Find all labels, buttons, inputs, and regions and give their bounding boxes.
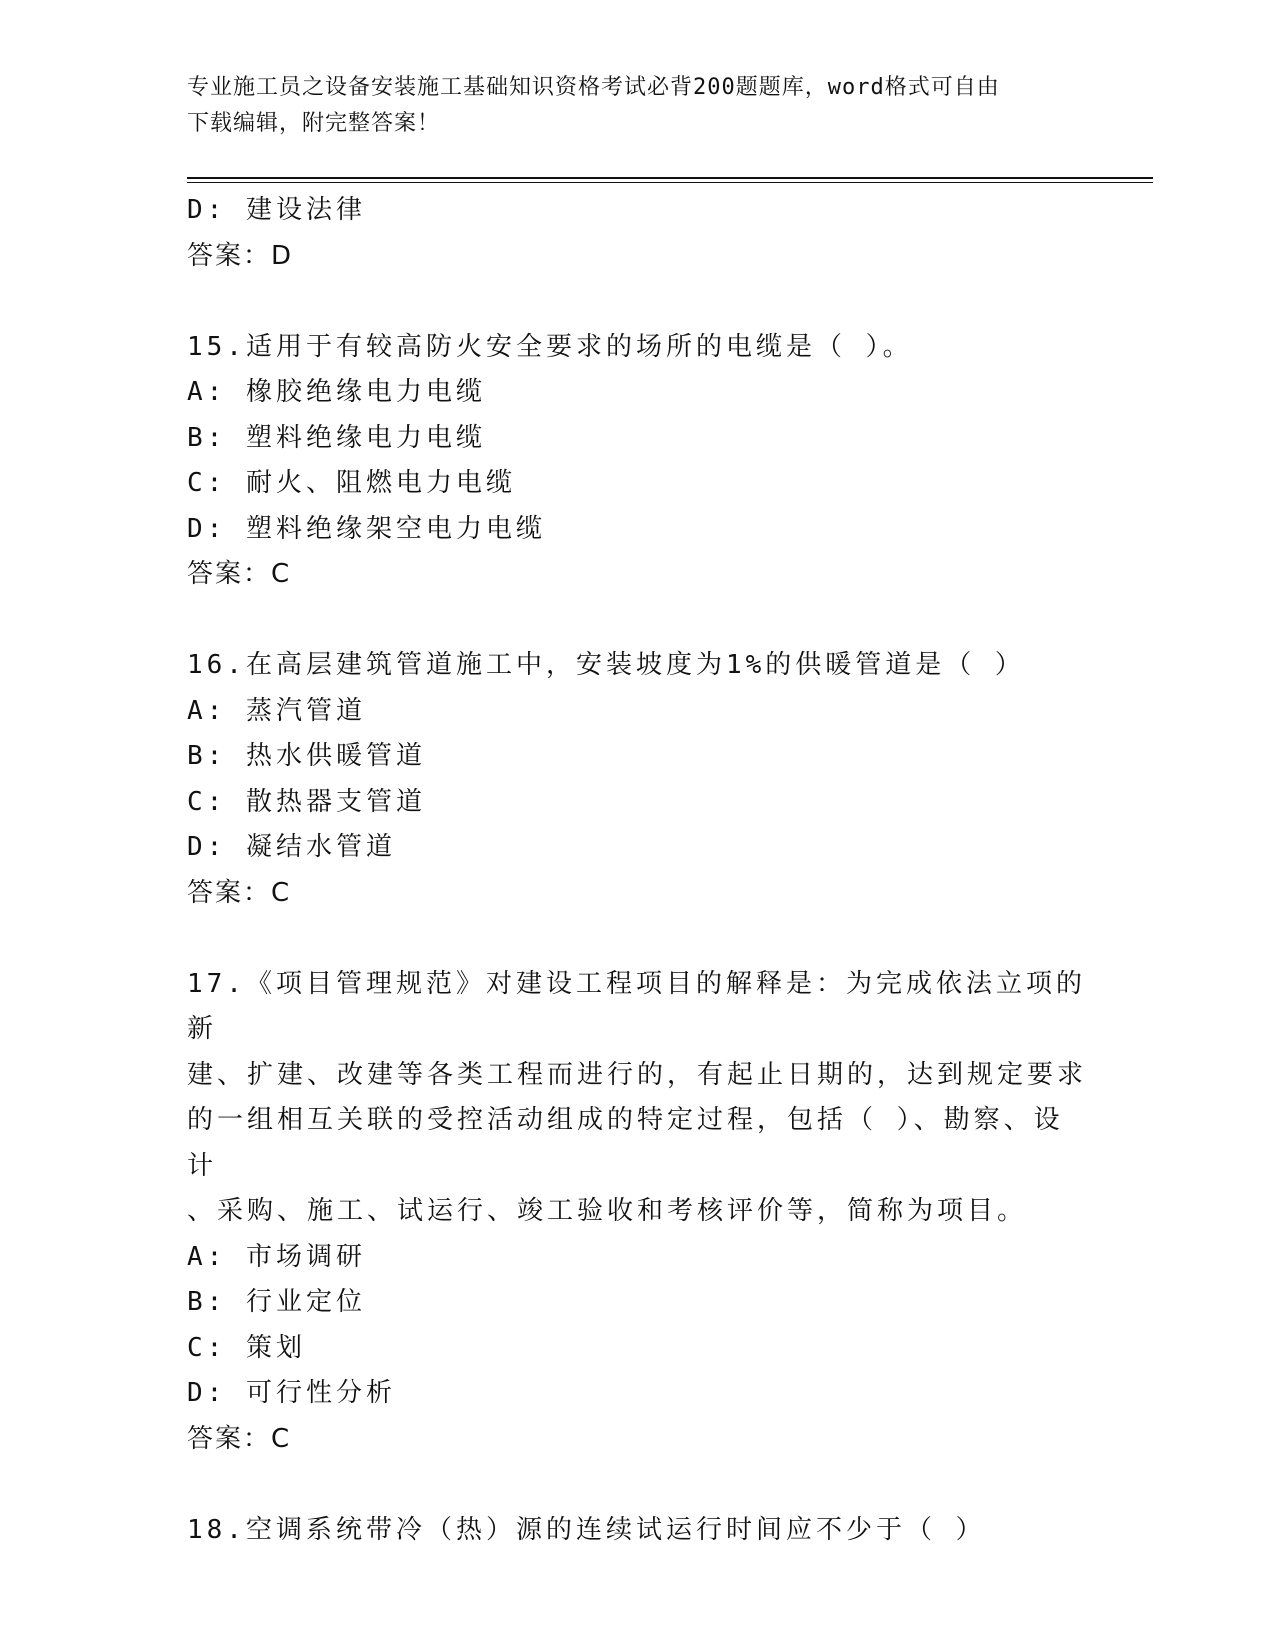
answer-line: 答案：D (187, 240, 294, 271)
option-a: A: 市场调研 (187, 1241, 366, 1272)
question-stem: 15.适用于有较高防火安全要求的场所的电缆是（ ）。 (187, 331, 913, 362)
question-stem-line-4: 、采购、施工、试运行、竣工验收和考核评价等，简称为项目。 (187, 1196, 1028, 1226)
header-line-1: 专业施工员之设备安装施工基础知识资格考试必背200题题库，word格式可自由 (187, 75, 1000, 100)
option-b: B: 热水供暖管道 (187, 741, 426, 771)
document-header (187, 70, 1067, 142)
spacer (187, 1462, 1087, 1508)
option-c: C: 散热器支管道 (187, 786, 426, 817)
option-b: B: 塑料绝缘电力电缆 (187, 422, 486, 453)
question-stem-line-3: 的一组相互关联的受控活动组成的特定过程，包括（ ）、勘察、设计 (187, 1105, 1064, 1181)
question-stem-line-2: 建、扩建、改建等各类工程而进行的，有起止日期的，达到规定要求 (187, 1059, 1088, 1090)
spacer (187, 916, 1087, 962)
question-stem-line-1: 17.《项目管理规范》对建设工程项目的解释是：为完成依法立项的新 (187, 968, 1086, 1044)
option-d: D: 塑料绝缘架空电力电缆 (187, 513, 546, 544)
option-c: C: 策划 (187, 1332, 306, 1363)
question-list (187, 188, 1087, 1553)
option-a: A: 橡胶绝缘电力电缆 (187, 377, 486, 407)
question-stem: 16.在高层建筑管道施工中，安装坡度为1%的供暖管道是（ ） (187, 650, 1025, 680)
header-line-2: 下载编辑，附完整答案！ (187, 111, 441, 136)
spacer (187, 598, 1087, 644)
header-divider-thin (187, 182, 1153, 183)
answer-line: 答案：C (187, 1423, 292, 1454)
option-d: D: 可行性分析 (187, 1378, 396, 1408)
question-stem: 18.空调系统带冷（热）源的连续试运行时间应不少于（ ） (187, 1514, 986, 1545)
question-16 (187, 643, 1087, 916)
option-a: A: 蒸汽管道 (187, 695, 366, 726)
option-d: D: 凝结水管道 (187, 832, 396, 862)
option-c: C: 耐火、阻燃电力电缆 (187, 468, 516, 498)
option-d: D: 建设法律 (187, 195, 366, 225)
answer-line: 答案：C (187, 877, 292, 908)
spacer (187, 279, 1087, 325)
question-17 (187, 962, 1087, 1463)
question-15 (187, 325, 1087, 598)
question-14-tail (187, 188, 1087, 279)
header-divider (187, 177, 1153, 179)
option-b: B: 行业定位 (187, 1287, 366, 1317)
answer-line: 答案：C (187, 559, 292, 589)
question-18 (187, 1508, 1087, 1554)
